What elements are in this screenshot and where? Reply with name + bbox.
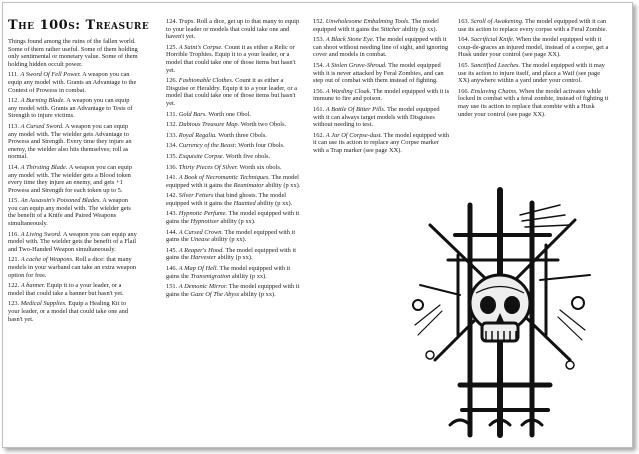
entry-154: 154. A Stolen Grave-Shroud. The model equipped with it is never attacked by Feral Zombies, and can step out of combat with them instead of fighting. bbox=[313, 61, 444, 85]
entry-141: 141. A Book of Necromantic Techniques. The model equipped with it gains the Reanimator ability (p xx). bbox=[166, 174, 301, 189]
entry-126: 126. Fashionable Clothes. Count it as either a Disguise or Heraldry. Equip it to a your leader, or a model that could take one of those items but hasn't yet. bbox=[166, 77, 298, 107]
entry-162: 162. A Jar Of Corpse-dust. The model equipped with it can use its action to replace any Corpse marker with a Trap marker (see page XX). bbox=[313, 131, 450, 154]
entry-145: 145. A Reaper's Hood. The model equipped with it gains the Harvester ability (p xx). bbox=[166, 246, 297, 262]
entry-122: 122. A banner. Equip it to a your leader, or a model that could take a banner but hasn't yet. bbox=[8, 282, 124, 297]
entry-133: 133. Royal Regalia. Worth three Obols. bbox=[166, 131, 267, 139]
column-1 bbox=[8, 38, 138, 326]
entry-143: 143. Hypnotic Perfume. The model equipped with it gains the Hypnotiser ability (p xx). bbox=[166, 210, 300, 226]
entry-135: 135. Exquisite Corpse. Worth five obols. bbox=[166, 152, 271, 160]
skull-on-crosses-illustration bbox=[400, 185, 600, 443]
entry-121: 121. A cache of Weapons. Roll a dice: that many models in your warband can take an extra weapon option for free. bbox=[8, 256, 137, 279]
entry-124: 124. Traps. Roll a dice, get up to that many to equip to your leader or models that could take one and haven't yet. bbox=[166, 18, 300, 41]
entry-112: 112. A Burning Blade. A weapon you can equip any model with. Grants an Advantage to Tests of Strength to injure victims. bbox=[8, 97, 133, 120]
entry-153: 153. A Black Stone Eye. The model equipped with it can shoot without needing line of sight, and ignoring cover and models in combat. bbox=[313, 36, 449, 59]
entry-125: 125. A Saint's Corpse. Count it as either a Relic or Horrible Trophies. Equip it to a your leader, or a model that could take one of those items but hasn't yet. bbox=[166, 43, 296, 74]
intro-text: Things found among the ruins of the fallen world. Some of them rather useful. Some of them holding only sentimental or monetary value. Some of them holding hidden occult power. bbox=[8, 38, 138, 68]
entry-152: 152. Unwholesome Embalming Tools. The model equipped with it gains the Stitcher ability (p xx). bbox=[313, 18, 439, 33]
entry-134: 134. Currency of the Beast: Worth four Obols. bbox=[166, 142, 285, 150]
entry-116: 116. A Living Sword. A weapon you can equip any model with. The wielder gets the benefit of a Flail and Two-Handed Weapon simultaneously. bbox=[8, 230, 137, 253]
entry-165: 165. Sanctified Leeches. The model equipped with it may use its action to injure itself, and place a Waif (see page XX) anywhere within a yard under your control. bbox=[458, 61, 605, 85]
column-2 bbox=[166, 18, 303, 301]
column-3 bbox=[313, 18, 450, 158]
entry-136: 136. Thirty Pieces Of Silver. Worth six obols. bbox=[166, 163, 282, 171]
entry-113: 113. A Cursed Sword. A weapon you can equip any model with. The wielder gets Advantage to Prowess and Strength. Every time they injure an enemy, the wielder also hits themselves; roll as normal. bbox=[8, 122, 132, 161]
entry-146: 146. A Map Of Hell. The model equipped with it gains the Transmigration ability (p xx). bbox=[166, 265, 291, 280]
entry-161: 161. A Bottle Of Bitter Pills. The model equipped with it can always target models with Disguises without needing to test. bbox=[313, 105, 440, 129]
entry-142: 142. Silver Fetters that bind ghosts. The model equipped with it gains the Haunted ability (p xx). bbox=[166, 192, 293, 207]
entry-151: 151. A Demonic Mirror. The model equipped with it gains the Gaze Of The Abyss ability (p xx). bbox=[166, 283, 300, 298]
entry-123: 123. Medical Supplies. Equip a Healing Kit to your leader, or a model that could take one and hasn't yet. bbox=[8, 300, 129, 323]
entry-132: 132. Dubious Treasure Map. Worth two Obols. bbox=[166, 121, 287, 129]
entry-156: 156. A Warding Cloak. The model equipped with it is immune to fire and poison. bbox=[313, 87, 450, 103]
entry-114: 114. A Thirsting Blade. A weapon you can equip any model with. The wielder gets a Blood token every time they injure an enemy, and gets +1 Prowess and Strength for each token up to 5. bbox=[8, 163, 132, 194]
column-4 bbox=[458, 18, 610, 121]
entry-164: 164. Sacrificial Knife. When the model equipped with it coup-de-graces an injured model, instead of a corpse, get a Husk under your control (see page XX). bbox=[458, 36, 609, 59]
page-title: The 100s: Treasure bbox=[8, 18, 150, 33]
entry-163: 163. Scroll of Awakening. The model equipped with it can use its action to replace every corpse with a Feral Zombie. bbox=[458, 18, 608, 33]
entry-144: 144. A Cursed Crown. The model equipped with it gains the Unease ability (p xx). bbox=[166, 228, 296, 244]
entry-111: 111. A Sword Of Fell Power. A weapon you can equip any model with. Grants an Advantage to the Contest of Prowess in combat. bbox=[8, 71, 137, 94]
entry-115: 115. An Assassin's Poisoned Blades. A weapon you can equip any model with. The wielder gets the benefit of a Knife and Paired Weapons simultaneously. bbox=[8, 197, 131, 228]
entry-166: 166. Enslaving Chains. When the model activates while locked in combat with a feral zombie, instead of fighting it may use its action to replace that zombie with a Husk under your control (see page XX). bbox=[458, 87, 609, 118]
entry-131: 131. Gold Bars. Worth one Obol. bbox=[166, 110, 251, 118]
